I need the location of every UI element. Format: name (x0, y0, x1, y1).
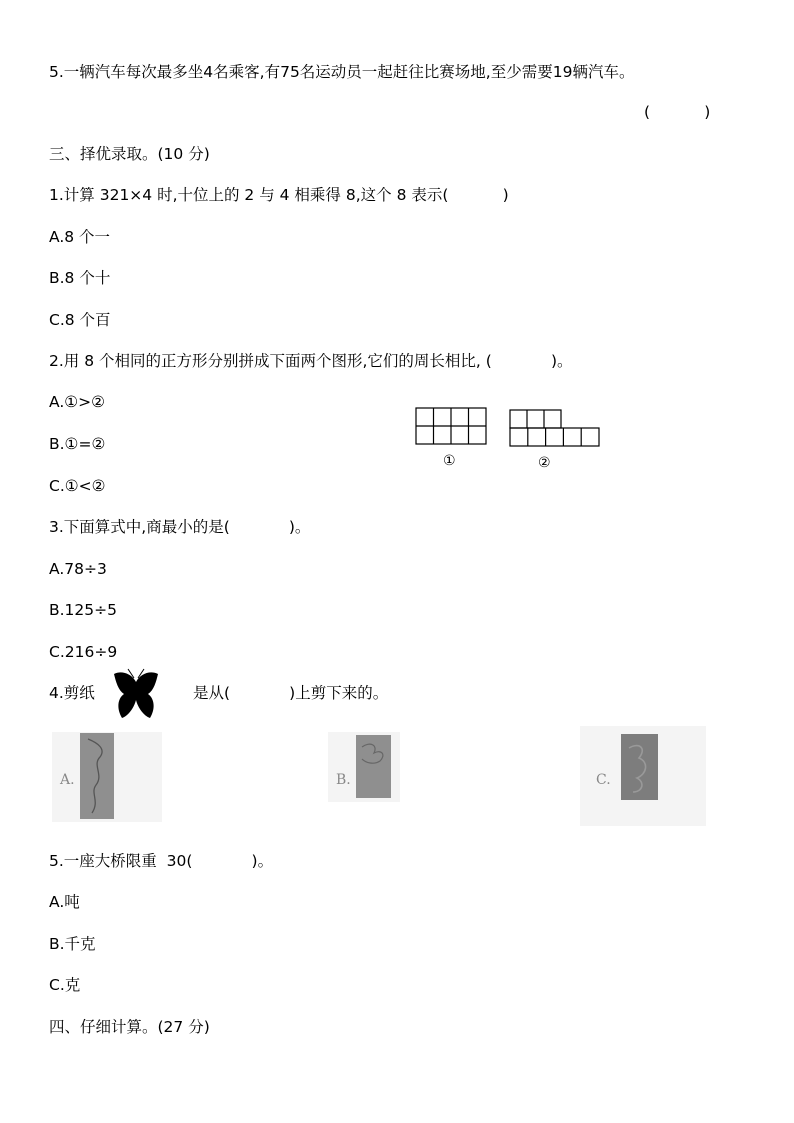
option-b-label: B. (336, 772, 351, 788)
q2-option-a: A.①>② (49, 393, 106, 411)
question-5: 5.一座大桥限重 30( )。 (49, 852, 274, 870)
q1-option-b: B.8 个十 (49, 269, 111, 287)
butterfly-icon (110, 668, 162, 724)
question-1: 1.计算 321×4 时,十位上的 2 与 4 相乘得 8,这个 8 表示( ) (49, 186, 509, 204)
q1-option-a: A.8 个一 (49, 228, 111, 246)
q2-option-c: C.①<② (49, 477, 106, 495)
question-4-prefix: 4.剪纸 (49, 684, 95, 702)
q5-option-a: A.吨 (49, 893, 80, 911)
figure-1-label: ① (443, 453, 456, 469)
q3-option-c: C.216÷9 (49, 643, 118, 661)
folded-paper-c (621, 734, 658, 800)
option-a-label: A. (60, 772, 75, 788)
q5-option-c: C.克 (49, 976, 81, 994)
q3-option-b: B.125÷5 (49, 601, 117, 619)
answer-blank: ( ) (644, 103, 711, 121)
q3-option-a: A.78÷3 (49, 560, 107, 578)
folded-paper-a (80, 733, 114, 819)
option-c-label: C. (596, 772, 611, 788)
section-3-heading: 三、择优录取。(10 分) (49, 145, 210, 163)
q5-option-b: B.千克 (49, 935, 96, 953)
section-4-heading: 四、仔细计算。(27 分) (49, 1018, 210, 1036)
folded-paper-b (356, 735, 391, 798)
question-4-suffix: 是从( )上剪下来的。 (193, 684, 389, 702)
figure-2-label: ② (538, 455, 551, 471)
question-3: 3.下面算式中,商最小的是( )。 (49, 518, 311, 536)
question-5-true-false: 5.一辆汽车每次最多坐4名乘客,有75名运动员一起赶往比赛场地,至少需要19辆汽车。 (49, 63, 635, 81)
q2-option-b: B.①=② (49, 435, 106, 453)
question-2: 2.用 8 个相同的正方形分别拼成下面两个图形,它们的周长相比, ( )。 (49, 352, 573, 370)
q1-option-c: C.8 个百 (49, 311, 111, 329)
